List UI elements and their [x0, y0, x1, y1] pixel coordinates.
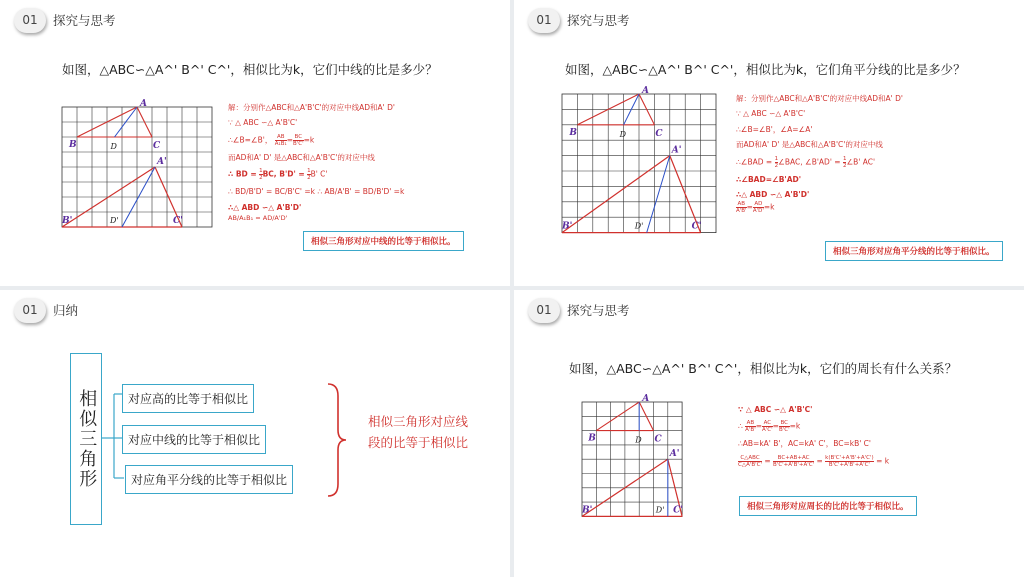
solution-line: [228, 203, 404, 212]
solution-line: ∵ △ ABC ∽△ A'B'C': [228, 118, 298, 128]
denominator: A'D': [752, 208, 764, 215]
perimeter-figure: [582, 394, 692, 518]
numerator: 1: [307, 168, 311, 175]
denominator: B'C': [293, 140, 304, 147]
fraction: [825, 455, 874, 468]
denominator: 2: [774, 162, 779, 169]
slide-title: 探究与思考: [53, 13, 116, 28]
solution-line: [738, 405, 889, 414]
solution-line: ∵ △ ABC ∽△ A'B'C': [736, 109, 806, 119]
solution-line: [228, 134, 404, 147]
bisector-figure: [562, 86, 712, 234]
vertex-label: B': [62, 216, 73, 226]
summary-item: 对应中线的比等于相似比: [122, 425, 266, 454]
curly-brace: [326, 382, 348, 498]
fraction: [736, 201, 747, 214]
denominator: C△A'B'C': [738, 461, 762, 468]
slide-summary[interactable]: [0, 290, 510, 577]
vertex-label: A': [671, 145, 682, 156]
fraction: [753, 201, 764, 214]
numerator: BC: [294, 133, 303, 140]
vertex-label: C': [691, 221, 702, 232]
solution-line: [736, 190, 903, 199]
solution-text-part: ∴∠BAD=∠B'AD': [736, 174, 802, 184]
solution-text-part: ∴△ ABD ∽△ A'B'D': [228, 202, 302, 212]
summary-main-text: 相似三角形: [76, 389, 98, 489]
fraction: [293, 134, 304, 147]
slide-number-badge: 01: [528, 8, 560, 33]
solution-text-part: ∴△ ABD ∽△ A'B'D': [736, 189, 810, 199]
denominator: A'B': [736, 208, 747, 215]
solution-line: $\frac{\text{C△ABC}}{C\triangle A'B'C'}$ = $\frac{BC+AB+AC}{B'C'+A'B'+A'C'}$ = $\frac{k(B'C'+A'B'+A'C')}{B'C'+A'B'+A'C'}$ = k: [738, 454, 890, 468]
solution-line: 解：分别作△ABC和△A'B'C'的对应中线AD和A' D': [736, 94, 903, 103]
vertex-label: B: [588, 433, 596, 444]
vertex-label: A: [642, 86, 649, 96]
vertex-label: C': [173, 216, 183, 226]
solution-line: [736, 175, 903, 184]
solution-text-part: = k: [876, 456, 890, 466]
numerator: BC+AB+AC: [773, 455, 814, 462]
vertex-label: A: [140, 99, 147, 109]
slide-number-badge: 01: [528, 298, 560, 323]
solution-text-part: ∴∠B=∠B'，: [228, 135, 273, 145]
vertex-label: C: [153, 141, 161, 151]
slide-median[interactable]: [0, 0, 510, 286]
solution-text-part: BC, B'D' =: [262, 169, 305, 179]
vertex-label: A: [642, 394, 650, 404]
solution-text-part: =k: [789, 421, 801, 431]
denominator: 2: [307, 175, 311, 182]
summary-item: 对应高的比等于相似比: [122, 384, 254, 413]
solution-text: [228, 103, 404, 228]
solution-text-part: ∵ △ ABC ∽△ A'B'C': [738, 405, 813, 414]
vertex-label: B: [569, 127, 578, 138]
vertex-label: D': [655, 505, 665, 515]
vertex-label: A': [157, 157, 167, 167]
solution-line: $\frac{AB}{A'B'}$ = $\frac{AD}{A'D'}$ =k: [736, 201, 775, 215]
fraction: [779, 420, 790, 433]
vertex-label: B': [562, 221, 573, 232]
numerator: C△ABC: [738, 455, 762, 462]
slide-number-badge: 01: [14, 8, 46, 33]
vertex-label: C: [655, 128, 663, 139]
solution-line: 而AD和A' D' 是△ABC和△A'B'C'的对应中线: [228, 152, 375, 162]
numerator: 1: [774, 155, 779, 162]
denominator: B'C'+A'B'+A'C': [773, 461, 815, 468]
vertex-label: D': [634, 221, 644, 231]
vertex-label: D: [110, 142, 117, 151]
slide-title: 探究与思考: [567, 303, 630, 318]
solution-line: ∴∠B=∠B'，∠A=∠A': [736, 124, 813, 134]
slide-bisector[interactable]: [514, 0, 1024, 286]
solution-text-part: =k: [303, 135, 315, 145]
solution-line: 解：分别作△ABC和△A'B'C'的对应中线AD和A' D': [228, 103, 395, 112]
summary-main-box: [70, 353, 102, 525]
vertex-label: A': [669, 449, 680, 460]
question-text: 如图，△ABC∽△A^' B^' C^'，相似比为k，它们的周长有什么关系？: [569, 361, 958, 376]
numerator: AC: [763, 420, 772, 427]
fraction: [773, 455, 814, 468]
solution-text: [738, 405, 889, 474]
slide-number-badge: 01: [14, 298, 46, 323]
numerator: AB: [746, 420, 755, 427]
slide-perimeter[interactable]: [514, 290, 1024, 577]
denominator: A'C': [762, 427, 773, 434]
solution-text-part: ∴∠BAD =: [736, 157, 773, 167]
fraction: [745, 420, 756, 433]
vertex-label: C: [654, 434, 662, 445]
numerator: 1: [842, 155, 847, 162]
summary-item: 对应角平分线的比等于相似比: [125, 465, 293, 494]
slide-title: 归纳: [53, 303, 79, 318]
denominator: 2: [259, 175, 263, 182]
denominator: B'C': [778, 427, 790, 434]
vertex-label: B': [582, 505, 593, 516]
denominator: A₁B₁: [274, 140, 287, 147]
summary-conclusion: 相似三角形对应线段的比等于相似比: [368, 414, 469, 451]
numerator: BC: [780, 420, 789, 427]
solution-line: [228, 168, 404, 181]
numerator: AD: [754, 201, 763, 208]
vertex-label: D: [619, 129, 627, 139]
solution-text-part: ∠BAC, ∠B'AD' =: [778, 157, 841, 167]
denominator: B'C'+A'B'+A'C': [828, 461, 870, 468]
vertex-label: D: [635, 435, 642, 445]
conclusion-box: 相似三角形对应角平分线的比等于相似比。: [825, 241, 1003, 261]
denominator: A'B': [745, 427, 756, 434]
vertex-label: D': [110, 216, 119, 225]
numerator: AB: [275, 134, 287, 141]
question-text: 如图，△ABC∽△A^' B^' C^'，相似比为k，它们中线的比是多少？: [62, 62, 438, 77]
solution-line: ∴ $\frac{AB}{A'B'}$ = $\frac{AC}{A'C'}$ = $\frac{BC}{B'C'}$ =k: [738, 420, 801, 434]
median-figure: [62, 99, 212, 231]
slide-title: 探究与思考: [567, 13, 630, 28]
solution-line: [736, 156, 903, 169]
numerator: AB: [737, 201, 746, 208]
fraction: [738, 455, 762, 468]
solution-text-part: =k: [763, 202, 775, 212]
vertex-label: C': [673, 505, 684, 516]
fraction: [275, 134, 287, 147]
solution-text: [736, 94, 903, 220]
solution-text-part: ∴ BD =: [228, 169, 257, 179]
solution-line: AB/A₁B₁ = AD/A'D': [228, 214, 288, 223]
question-text: 如图，△ABC∽△A^' B^' C^'，相似比为k，它们角平分线的比是多少？: [565, 62, 966, 77]
conclusion-box: 相似三角形对应中线的比等于相似比。: [303, 231, 464, 251]
solution-line: 而AD和A' D' 是△ABC和△A'B'C'的对应中线: [736, 140, 883, 150]
conclusion-box: 相似三角形对应周长的比的比等于相似比。: [739, 496, 917, 516]
equals-sign: =: [286, 135, 293, 145]
solution-line: ∴AB=kA' B'，AC=kA' C'，BC=kB' C': [738, 439, 871, 449]
denominator: 2: [842, 162, 847, 169]
solution-text-part: ∠B' AC': [846, 157, 876, 167]
solution-text-part: B' C': [310, 169, 328, 179]
fraction: [762, 420, 773, 433]
numerator: 1: [259, 168, 263, 175]
solution-line: ∴ BD/B'D' = BC/B'C' =k ∴ AB/A'B' = BD/B'D' =k: [228, 187, 405, 197]
numerator: k(B'C'+A'B'+A'C'): [825, 454, 874, 461]
vertex-label: B: [69, 140, 77, 150]
